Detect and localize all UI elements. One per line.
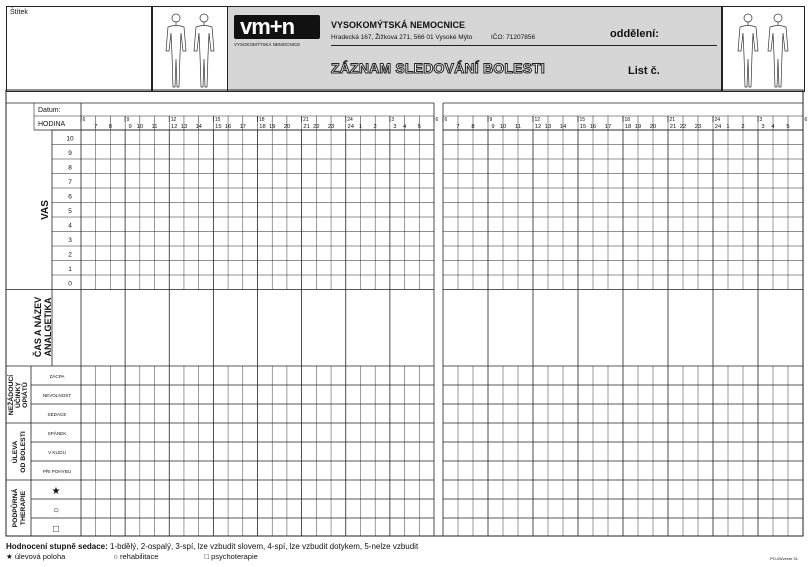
hour-major-label: 24 [714,117,721,123]
hour-label-cell: 11 [151,124,158,130]
hour-label-cell: 17 [239,124,247,130]
hour-label-cell: 21 [669,124,677,130]
vas-scale-label: 9 [68,150,72,157]
hour-label-cell: 16 [224,124,232,130]
legend-text-rehab: rehabilitace [120,552,159,561]
hospital-address: Hradecká 167, Žižkova 271, 566 01 Vysoké Mýto [331,34,473,41]
hour-label-cell: 22 [313,124,320,130]
hospital-name: VYSOKOMÝTSKÁ NEMOCNICE [331,20,466,30]
vas-label: VAS [40,200,51,220]
sedation-scale: 1-bdělý, 2-ospalý, 3-spí, lze vzbudit slovem, 4-spí, lze vzbudit dotykem, 5-nelze vzbudit [107,542,419,551]
support-symbol: ★ [51,486,61,497]
hour-label-cell: 18 [259,124,266,130]
form-code: PO-05/verze 01 [770,556,799,561]
hour-label-cell: 7 [456,124,460,130]
hour-major-label: 24 [347,117,353,123]
hour-label-cell: 2 [373,124,377,130]
hour-label-cell: 15 [215,124,222,130]
therapy-legend [6,552,766,561]
row-label: NEVOLNOST [42,393,72,398]
analgesic-label: ČAS A NÁZEV [33,296,43,358]
hour-label-cell: 24 [714,124,722,130]
sedation-label: Hodnocení stupně sedace: [6,542,108,551]
hour-label-cell: 13 [544,124,552,130]
hour-label-cell: 10 [499,124,507,130]
legend-text-psycho: psychoterapie [211,552,258,561]
support-symbol: ○ [52,505,60,516]
hour-label-cell: 16 [589,124,597,130]
hour-label-cell: 24 [347,124,354,130]
legend-text-position: úlevová poloha [14,552,66,561]
legend-symbol-square: □ [204,552,209,561]
hour-major-label: 3 [759,117,763,123]
hour-major-label: 18 [259,117,265,123]
hour-label-cell: 7 [94,124,98,130]
hour-label-cell: 8 [108,124,113,130]
hour-major-label: 21 [669,117,676,123]
logo-subtitle: VYSOKOMÝTSKÁ NEMOCNICE [234,42,301,47]
vas-scale-label: 6 [68,193,72,201]
hour-label-cell: 5 [786,124,790,130]
hour-label-cell: 5 [417,124,421,130]
vas-scale-label: 5 [68,208,72,215]
hour-label-cell: 1 [358,124,363,130]
hour-major-label: 12 [534,117,541,123]
department-label: oddělení: [610,28,659,40]
hour-major-label: 6 [82,117,86,123]
hour-label-cell: 19 [268,124,276,130]
hour-label-cell: 8 [471,124,475,130]
vas-scale-label: 4 [68,222,72,230]
legend-symbol-circle: ○ [113,552,118,561]
hour-major-label: 18 [624,117,631,123]
hour-label-cell: 17 [604,124,612,130]
support-group-label: THERAPIE [20,490,27,526]
hour-label-cell: 12 [534,124,542,130]
hour-label-cell: 15 [579,124,587,130]
hour-label-cell: 22 [679,124,687,130]
hour-label-cell: 13 [180,124,188,130]
hospital-ico: IČO: 71207856 [491,34,536,41]
date-label: Datum: [38,107,61,114]
vas-scale-label: 7 [68,179,72,186]
hour-major-label: 15 [214,117,221,123]
vas-scale-label: 1 [68,266,72,273]
legend-symbol-star: ★ [6,552,13,561]
hour-major-label: 12 [170,117,177,123]
label-box-title: Štítek [10,9,28,16]
hour-label-cell: 9 [128,124,132,130]
hour-major-label: 3 [391,117,395,123]
side-effects-group-label: NEŽÁDOUCÍ [8,374,15,416]
hour-major-label: 15 [579,117,586,123]
sheet-number-label: List č. [628,65,660,77]
hour-label-cell: 23 [694,124,702,130]
hour-major-label: 9 [489,117,493,123]
hour-label-cell: 18 [624,124,632,130]
analgesic-label: ANALGETIKA [43,297,53,357]
vas-scale-label: 3 [68,237,72,244]
hour-label-cell: 9 [491,124,495,130]
side-effects-group-label: ÚČINKY [15,381,22,409]
hour-label-cell: 12 [171,124,178,130]
logo-text: vm+n [240,14,295,39]
support-group-label: PODPŮRNÁ [12,488,19,528]
vas-scale-label: 8 [68,164,72,172]
vas-scale-label: 10 [66,135,74,143]
hour-label-cell: 19 [634,124,642,130]
row-label: SEDACE [47,412,67,417]
hour-label-cell: 10 [136,124,144,130]
hour-label-cell: 4 [402,124,407,130]
hour-label-cell: 11 [514,124,522,130]
sedation-legend [6,542,418,551]
row-label: ZÁCPA [49,374,65,379]
hour-major-label: 21 [303,117,309,123]
hour-label-cell: 2 [741,124,745,130]
row-label: PŘI POHYBU [42,469,72,474]
hour-label-cell: 14 [195,124,202,130]
hour-label-cell: 20 [649,124,657,130]
support-symbol: □ [52,524,60,535]
hour-label-cell: 3 [761,124,765,130]
hour-major-label: 6 [804,117,808,123]
row-label: V KLIDU [48,450,66,455]
hour-label: HODINA [38,121,66,128]
hour-label-cell: 14 [559,124,567,130]
relief-group-label: ÚLEVA [12,440,19,464]
hour-label-cell: 23 [327,124,335,130]
hour-label-cell: 20 [283,124,291,130]
hour-label-cell: 3 [393,124,397,130]
hour-major-label: 9 [126,117,130,123]
hour-label-cell: 4 [771,124,775,130]
hour-label-cell: 21 [303,124,310,130]
vas-scale-label: 0 [68,280,72,288]
hour-label-cell: 1 [726,124,730,130]
form-title: ZÁZNAM SLEDOVÁNÍ BOLESTI [331,60,546,76]
hour-major-label: 6 [444,117,448,123]
row-label: SPÁNEK [47,431,67,436]
side-effects-group-label: OPIÁTŮ [22,382,29,408]
vas-scale-label: 2 [68,251,72,259]
relief-group-label: OD BOLESTI [20,431,27,473]
hour-major-label: 6 [435,117,439,123]
